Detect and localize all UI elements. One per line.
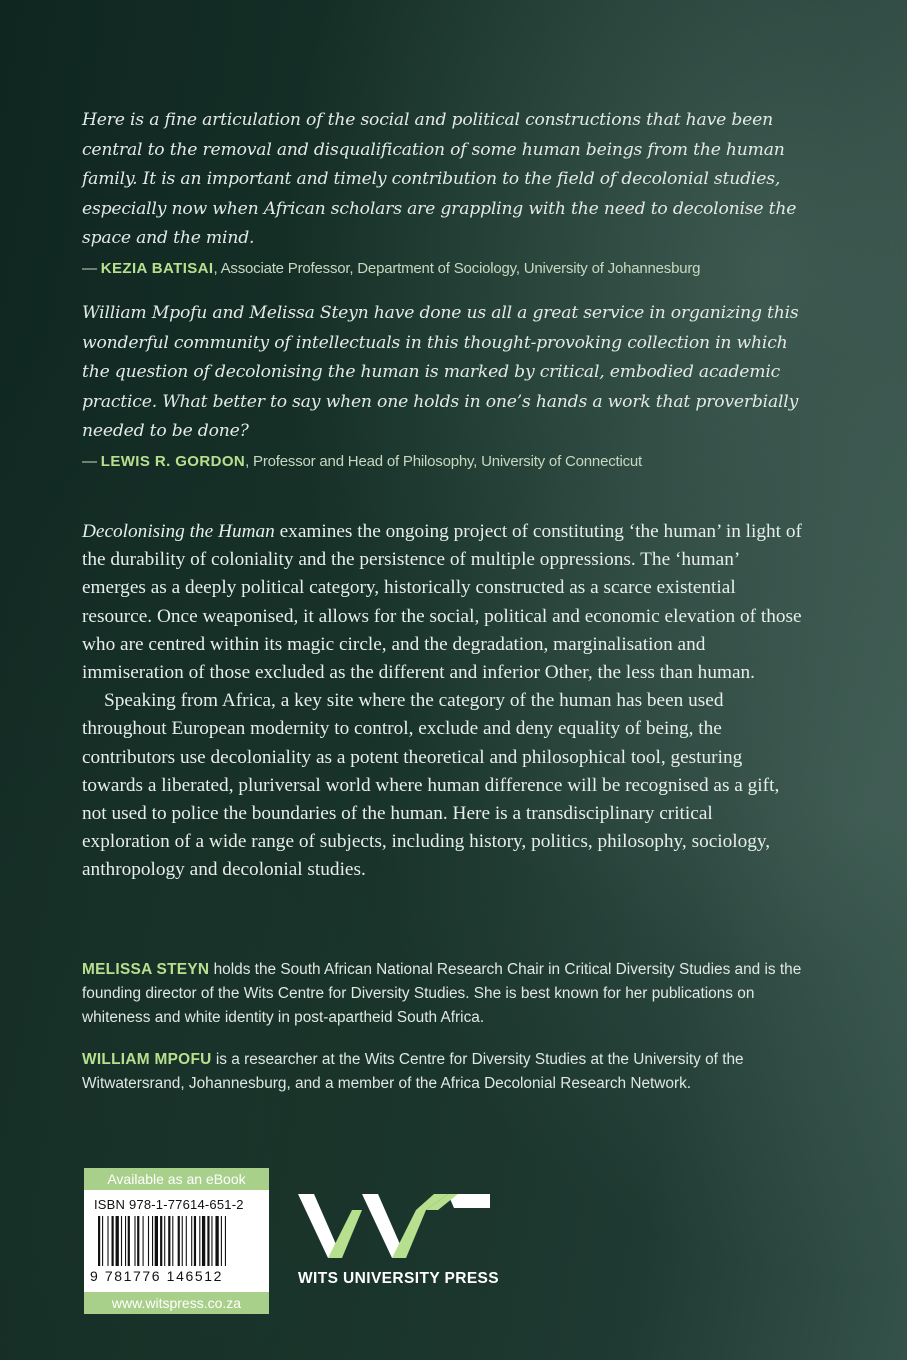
barcode-number: 9 781776 146512 bbox=[90, 1268, 223, 1284]
barcode-bar bbox=[125, 1216, 126, 1266]
barcode-bar bbox=[182, 1216, 183, 1266]
endorser-name: KEZIA BATISAI bbox=[100, 259, 214, 277]
isbn-text: ISBN 978-1-77614-651-2 bbox=[94, 1197, 244, 1212]
author-name: WILLIAM MPOFU bbox=[82, 1051, 212, 1068]
barcode-bar bbox=[164, 1216, 165, 1266]
author-bio-steyn bbox=[82, 958, 802, 1030]
barcode-bar bbox=[199, 1216, 200, 1266]
endorser-role: , Associate Professor, Department of Sociology, University of Johannesburg bbox=[213, 259, 701, 277]
barcode-bar bbox=[134, 1216, 135, 1266]
barcode-bar bbox=[172, 1216, 173, 1266]
description-paragraph-2: Speaking from Africa, a key site where the category of the human has been used throughout European modernity to control, exclude and deny equality of being, the contributors use decoloniality as a potent theoretical and philosophical tool, gesturing towards a liberated, pluriversal world where human difference will be recognised as a gift, not used to police the boundaries of the human. Here is a transdisciplinary critical exploration of a wide range of subjects, including history, politics, philosophy, sociology, anthropology and decolonial studies. bbox=[82, 690, 780, 881]
barcode-bar bbox=[102, 1216, 103, 1266]
attribution-dash: — bbox=[82, 259, 101, 277]
barcode-bar bbox=[128, 1216, 130, 1266]
barcode-bar bbox=[116, 1216, 119, 1266]
endorser-name: LEWIS R. GORDON bbox=[100, 452, 246, 470]
barcode-bar bbox=[215, 1216, 218, 1266]
endorsement-1 bbox=[82, 106, 802, 280]
barcode-bar bbox=[191, 1216, 192, 1266]
attribution-dash: — bbox=[82, 452, 101, 470]
barcode-bar bbox=[143, 1216, 144, 1266]
barcode-bar bbox=[112, 1216, 114, 1266]
endorsement-attribution bbox=[82, 451, 802, 473]
barcode-bar bbox=[221, 1216, 222, 1266]
barcode-bar bbox=[98, 1216, 100, 1266]
barcode-bar bbox=[160, 1216, 162, 1266]
book-description bbox=[82, 518, 802, 885]
barcode-bar bbox=[186, 1216, 187, 1266]
publisher-name: WITS UNIVERSITY PRESS bbox=[298, 1270, 500, 1287]
barcode-bar bbox=[178, 1216, 180, 1266]
endorsement-quote: William Mpofu and Melissa Steyn have done us all a great service in organizing this wonderful community of intellectuals in this thought-provoking collection in which the question of decolonising the human is marked by critical, embodied academic practice. What better to say when one holds in one’s hands a work that proverbially needed to be done? bbox=[82, 303, 799, 441]
barcode-bar bbox=[202, 1216, 205, 1266]
endorsement-quote: Here is a fine articulation of the social and political constructions that have been central to the removal and disqualification of some human beings from the human family. It is an important and timely contribution to the field of decolonial studies, especially now when African scholars are grappling with the need to decolonise the space and the mind. bbox=[82, 110, 797, 248]
barcode-bar bbox=[121, 1216, 122, 1266]
barcode-bar bbox=[211, 1216, 212, 1266]
barcode-bar bbox=[155, 1216, 158, 1266]
endorsement-attribution bbox=[82, 258, 802, 280]
author-bio-mpofu bbox=[82, 1048, 802, 1096]
barcode-bar bbox=[225, 1216, 226, 1266]
publisher-website: www.witspress.co.za bbox=[84, 1292, 269, 1314]
ebook-badge: Available as an eBook bbox=[84, 1168, 269, 1190]
barcode-bar bbox=[137, 1216, 139, 1266]
barcode-bar bbox=[207, 1216, 209, 1266]
author-bio-text: is a researcher at the Wits Centre for Diversity Studies at the University of the Witwatersrand, Johannesburg, and a member of the Africa Decolonial Research Network. bbox=[82, 1051, 744, 1092]
barcode-panel bbox=[84, 1168, 269, 1314]
author-bio-text: holds the South African National Research Chair in Critical Diversity Studies and is the founding director of the Wits Centre for Diversity Studies. She is best known for her publications on whiteness and white identity in post-apartheid South Africa. bbox=[82, 961, 802, 1026]
barcode-bar bbox=[107, 1216, 108, 1266]
description-paragraph-1 bbox=[82, 518, 802, 687]
barcode-bar bbox=[194, 1216, 196, 1266]
description-text: examines the ongoing project of constituting ‘the human’ in light of the durability of coloniality and the persistence of multiple oppressions. The ‘human’ emerges as a deeply political category, historically constructed as a scarce existential resource. Once weaponised, it allows for the social, political and economic elevation of those who are centred within its magic circle, and the degradation, marginalisation and immiseration of those excluded as the different and inferior Other, the less than human. bbox=[82, 521, 802, 684]
wits-logo-icon bbox=[298, 1190, 490, 1266]
endorsement-2 bbox=[82, 299, 802, 473]
barcode-bar bbox=[148, 1216, 149, 1266]
author-name: MELISSA STEYN bbox=[82, 961, 210, 978]
endorser-role: , Professor and Head of Philosophy, University of Connecticut bbox=[245, 452, 643, 470]
barcode-bar bbox=[152, 1216, 153, 1266]
barcode-bars bbox=[98, 1216, 258, 1266]
book-title: Decolonising the Human bbox=[82, 521, 275, 542]
barcode-bar bbox=[168, 1216, 170, 1266]
